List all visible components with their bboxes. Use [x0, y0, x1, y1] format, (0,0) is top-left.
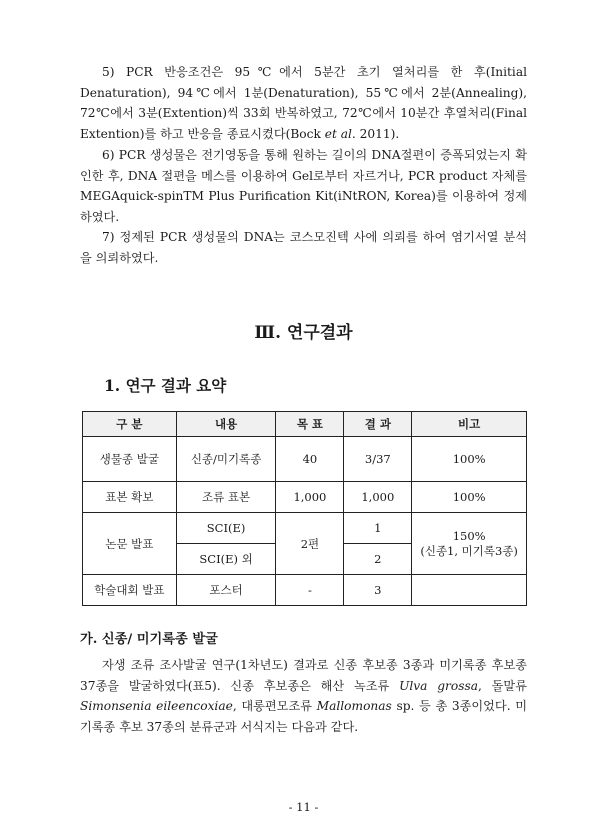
table-cell: 1,000 [344, 482, 412, 513]
table-cell-note [412, 513, 527, 575]
paragraph-text: , 돌말류 [477, 678, 527, 693]
paragraph-sequencing: 7) 정제된 PCR 생성물의 DNA는 코스모진텍 사에 의뢰를 하여 염기서열 분석을 의뢰하였다. [80, 230, 527, 265]
paragraph-pcr-product: 6) PCR 생성물은 전기영동을 통해 원하는 길이의 DNA절편이 증폭되었는지 확인한 후, DNA 절편을 메스를 이용하여 Gel로부터 자르거나, PCR product 자체를 MEGAquick-spinTM Plus Purification Kit(iNtRON, Korea)를 이용하여 정제하였다. [80, 148, 527, 224]
table-cell: 논문 발표 [83, 513, 177, 575]
table-cell: 신종/미기록종 [176, 437, 276, 482]
table-cell: 2 [344, 544, 412, 575]
table-cell: 학술대회 발표 [83, 575, 177, 606]
table-cell: 1,000 [276, 482, 344, 513]
table-cell: 포스터 [176, 575, 276, 606]
table-cell: 40 [276, 437, 344, 482]
table-header-cell: 구 분 [83, 412, 177, 437]
subsection-title: 가. 신종/ 미기록종 발굴 [80, 632, 218, 647]
table-cell [412, 575, 527, 606]
table-cell: 1 [344, 513, 412, 544]
paragraph-text: sp. 등 총 3종이었다. 미기록종 후보 37종의 분류군과 서식지는 다음과 같다. [80, 699, 528, 734]
table-header-cell: 비고 [412, 412, 527, 437]
paragraph-text: 자생 조류 조사발굴 연구(1차년도) 결과로 신종 후보종 3종과 미기록종 후보종 37종을 발굴하였다(표5). 신종 후보종은 해산 녹조류 [80, 658, 527, 693]
table-header-cell: 내용 [176, 412, 276, 437]
table-row [83, 513, 527, 544]
note-line: 150% [452, 528, 486, 543]
species-name: Simonsenia eileencoxiae [80, 699, 233, 714]
table-cell: 100% [412, 437, 527, 482]
paragraph-pcr-conditions [80, 62, 527, 144]
table-row [83, 575, 527, 606]
paragraph-text: , 대롱편모조류 [232, 699, 317, 714]
page-number: - 11 - [288, 800, 319, 814]
table-cell: 2편 [276, 513, 344, 575]
section-title: 1. 연구 결과 요약 [104, 376, 227, 395]
table-row [83, 437, 527, 482]
table-header-cell: 결 과 [344, 412, 412, 437]
results-summary-table [82, 411, 527, 606]
table-cell: 3/37 [344, 437, 412, 482]
table-cell: - [276, 575, 344, 606]
table-row [83, 482, 527, 513]
species-name: Ulva grossa [399, 678, 478, 693]
table-cell: 생물종 발굴 [83, 437, 177, 482]
table-header-row [83, 412, 527, 437]
paragraph-text: 5) PCR 반응조건은 95℃에서 5분간 초기 열처리를 한 후(Initial Denaturation), 94℃에서 1분(Denaturation), 55℃에서 2분(Annealing), 72℃에서 3분(Extention)씩 33회 반복하였고, 72℃에서 10분간 후열처리(Final Extention)를 하고 반응을 종료시켰다(Bock [80, 65, 527, 141]
table-header-cell: 목 표 [276, 412, 344, 437]
citation-italic: et al. [324, 126, 356, 141]
note-line: (신종1, 미기록3종) [420, 543, 518, 558]
table-cell: 표본 확보 [83, 482, 177, 513]
table-cell: 조류 표본 [176, 482, 276, 513]
table-cell: SCI(E) 외 [176, 544, 276, 575]
table-cell: 3 [344, 575, 412, 606]
paragraph-text: 2011). [355, 126, 400, 141]
paragraph-discovery [80, 655, 527, 737]
table-cell: 100% [412, 482, 527, 513]
table-cell: SCI(E) [176, 513, 276, 544]
species-name: Mallomonas [316, 699, 392, 714]
chapter-title: Ⅲ. 연구결과 [254, 323, 353, 343]
